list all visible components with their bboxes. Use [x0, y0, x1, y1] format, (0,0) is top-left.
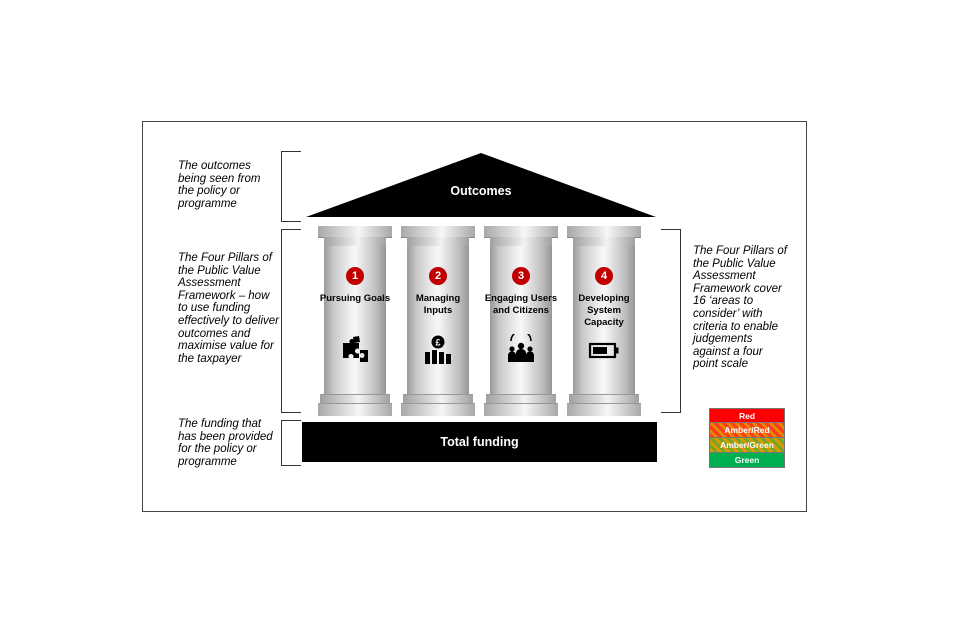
- pillar-number: 4: [595, 267, 613, 285]
- pillars-bracket: [281, 229, 301, 413]
- pillar-engaging-users: [484, 226, 558, 416]
- criteria-note: The Four Pillars of the Public Value Assessment Framework cover 16 ‘areas to consider’ with criteria to enable judgements against a four point scale: [693, 245, 787, 371]
- pillar-number: 2: [429, 267, 447, 285]
- pillar-label: Pursuing Goals: [319, 293, 391, 304]
- rag-amber-red: Amber/Red: [709, 423, 785, 438]
- rag-amber-green: Amber/Green: [709, 438, 785, 453]
- base-label: Total funding: [440, 435, 519, 449]
- pillar-label: Engaging Users and Citizens: [484, 293, 558, 316]
- people-icon: [505, 334, 537, 366]
- funding-note: The funding that has been provided for the policy or programme: [178, 418, 273, 468]
- svg-text:£: £: [435, 337, 441, 348]
- rag-green: Green: [709, 453, 785, 468]
- criteria-bracket: [661, 229, 681, 413]
- pillar-label: Managing Inputs: [415, 293, 461, 316]
- total-funding-base: [302, 422, 657, 462]
- pillar-number: 3: [512, 267, 530, 285]
- pound-chart-icon: [422, 334, 454, 366]
- pillar-number: 1: [346, 267, 364, 285]
- puzzle-icon: [339, 334, 371, 366]
- pillar-pursuing-goals: [318, 226, 392, 416]
- rag-red: Red: [709, 408, 785, 423]
- pillars-note: The Four Pillars of the Public Value Assessment Framework – how to use funding effectively to deliver outcomes and maximise value for the taxpayer: [178, 252, 279, 365]
- funding-bracket: [281, 420, 301, 466]
- pillar-developing-capacity: [567, 226, 641, 416]
- battery-icon: [588, 334, 620, 366]
- pillar-label: Developing System Capacity: [578, 293, 630, 328]
- outcomes-note: The outcomes being seen from the policy or programme: [178, 160, 261, 210]
- rag-scale: [709, 408, 785, 468]
- outcomes-bracket: [281, 151, 301, 222]
- pillar-managing-inputs: [401, 226, 475, 416]
- roof-label: Outcomes: [450, 184, 512, 198]
